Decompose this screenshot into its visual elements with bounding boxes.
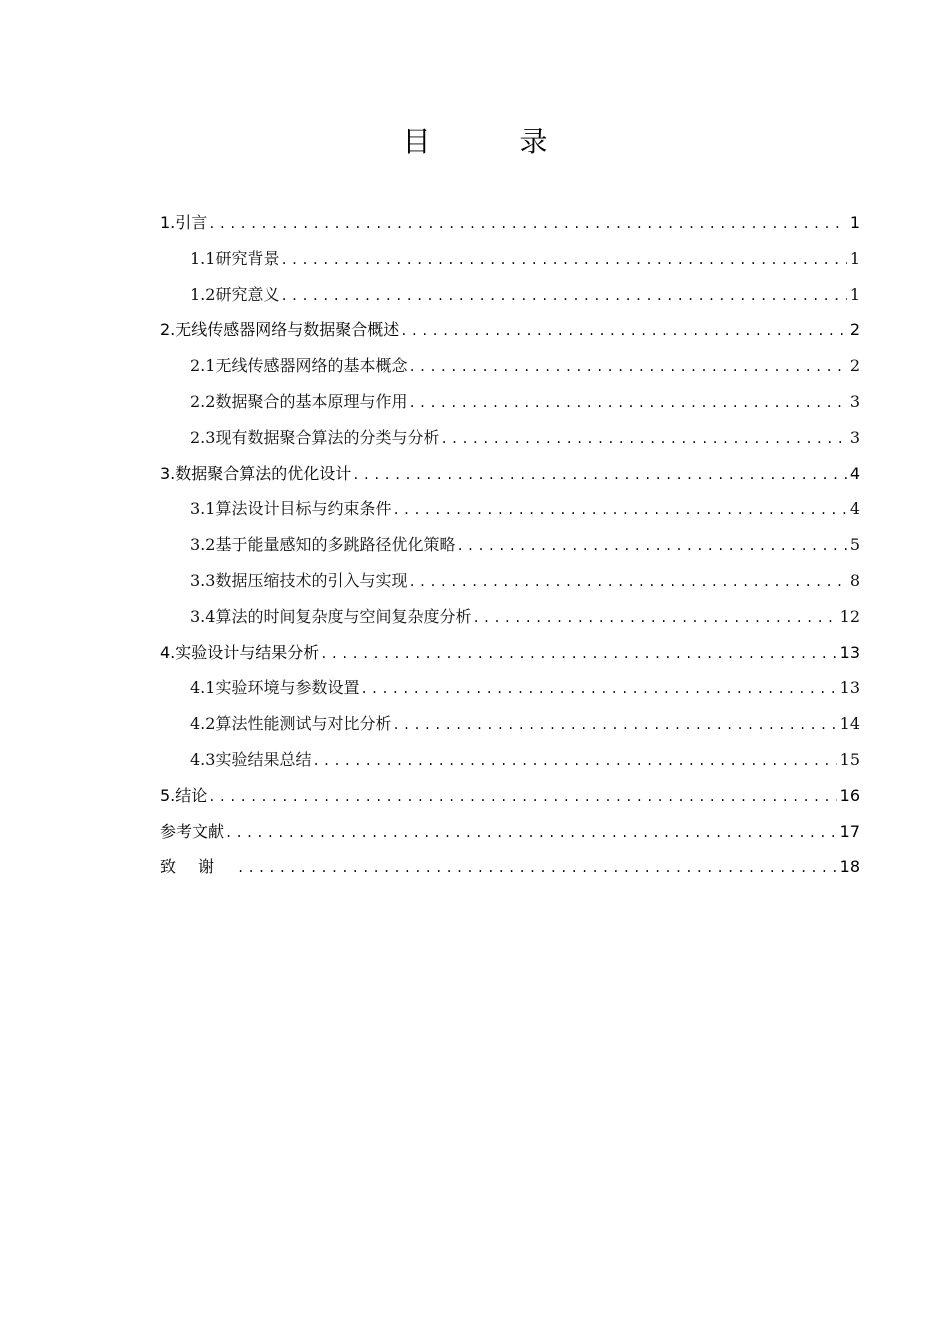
toc-entry-page: 2 xyxy=(849,356,860,376)
dot-leader xyxy=(360,672,836,708)
toc-entry-page: 13 xyxy=(839,642,860,662)
toc-entry-label: 结论 xyxy=(175,785,208,805)
toc-entry[interactable] xyxy=(160,348,860,384)
toc-entry-label: 算法的时间复杂度与空间复杂度分析 xyxy=(215,606,472,626)
toc-entry[interactable] xyxy=(160,670,860,706)
toc-entry-label: 实验结果总结 xyxy=(215,749,312,769)
toc-entry-number: 3. xyxy=(160,463,176,483)
toc-entry-label: 基于能量感知的多跳路径优化策略 xyxy=(215,535,456,555)
dot-leader xyxy=(208,780,836,816)
toc-entry-number: 2. xyxy=(160,320,176,340)
dot-leader xyxy=(456,529,846,565)
toc-entry-label: 研究意义 xyxy=(215,284,280,304)
toc-entry[interactable] xyxy=(160,742,860,778)
toc-entry[interactable] xyxy=(160,599,860,635)
toc-entry-page: 8 xyxy=(849,570,860,590)
dot-leader xyxy=(208,207,847,243)
toc-entry-label: 无线传感器网络的基本概念 xyxy=(215,356,408,376)
toc-entry-label: 实验设计与结果分析 xyxy=(175,642,320,662)
dot-leader xyxy=(280,279,846,315)
toc-entry[interactable] xyxy=(160,635,860,671)
toc-entry-number: 4. xyxy=(160,642,176,662)
toc-entry-number: 1.1 xyxy=(190,248,216,268)
toc-entry-number: 3.4 xyxy=(190,606,216,626)
toc-entry-label: 无线传感器网络与数据聚合概述 xyxy=(175,320,400,340)
toc-entry-label: 算法设计目标与约束条件 xyxy=(215,499,392,519)
toc-entry-number: 4.1 xyxy=(190,678,216,698)
toc-entry-page: 17 xyxy=(839,821,860,841)
dot-leader xyxy=(408,386,846,422)
toc-entry-label: 致谢 xyxy=(160,857,237,877)
dot-leader xyxy=(408,565,846,601)
toc-entry-label: 实验环境与参数设置 xyxy=(215,678,360,698)
toc-entry-label: 数据聚合的基本原理与作用 xyxy=(215,391,408,411)
toc-entry[interactable] xyxy=(160,205,860,241)
dot-leader xyxy=(400,314,847,350)
toc-entry[interactable] xyxy=(160,277,860,313)
toc-entry-acknowledgements[interactable] xyxy=(160,849,860,885)
toc-entry-number: 5. xyxy=(160,785,176,805)
toc-entry-label: 算法性能测试与对比分析 xyxy=(215,714,392,734)
toc-entry-number: 3.3 xyxy=(190,570,216,590)
toc-entry[interactable] xyxy=(160,456,860,492)
dot-leader xyxy=(225,816,837,852)
toc-entry-label: 数据压缩技术的引入与实现 xyxy=(215,570,408,590)
toc-entry-page: 13 xyxy=(839,678,860,698)
toc-entry-page: 18 xyxy=(839,857,860,877)
dot-leader xyxy=(280,243,846,279)
dot-leader xyxy=(392,708,836,744)
toc-entry-number: 1. xyxy=(160,213,176,232)
toc-entry-references[interactable] xyxy=(160,814,860,850)
toc-entry-number: 2.1 xyxy=(190,356,216,376)
dot-leader xyxy=(440,422,846,458)
toc-entry-label: 参考文献 xyxy=(160,821,225,841)
toc-entry[interactable] xyxy=(160,384,860,420)
toc-entry-number: 2.2 xyxy=(190,391,216,411)
toc-entry[interactable] xyxy=(160,527,860,563)
toc-entry-page: 1 xyxy=(849,284,860,304)
toc-entry[interactable] xyxy=(160,420,860,456)
toc-entry-page: 15 xyxy=(839,749,860,769)
toc-entry-page: 1 xyxy=(849,248,860,268)
dot-leader xyxy=(320,637,836,673)
toc-entry[interactable] xyxy=(160,312,860,348)
toc-entry-number: 2.3 xyxy=(190,427,216,447)
dot-leader xyxy=(312,744,836,780)
toc-entry-page: 14 xyxy=(839,714,860,734)
page-title: 目 录 xyxy=(402,125,588,158)
toc-entry-page: 4 xyxy=(849,499,860,519)
dot-leader xyxy=(472,601,836,637)
toc-entry-label: 现有数据聚合算法的分类与分析 xyxy=(215,427,440,447)
toc-entry-label: 研究背景 xyxy=(215,248,280,268)
toc-entry-number: 1.2 xyxy=(190,284,216,304)
dot-leader xyxy=(408,350,846,386)
toc-entry[interactable] xyxy=(160,491,860,527)
toc-entry-page: 5 xyxy=(849,535,860,555)
dot-leader xyxy=(392,493,846,529)
toc-entry-number: 3.1 xyxy=(190,499,216,519)
toc-entry[interactable] xyxy=(160,778,860,814)
toc-entry-number: 4.3 xyxy=(190,749,216,769)
toc-entry-page: 12 xyxy=(839,606,860,626)
toc-entry-page: 3 xyxy=(849,391,860,411)
dot-leader xyxy=(352,458,847,494)
toc-entry-page: 3 xyxy=(849,427,860,447)
toc-entry-label: 数据聚合算法的优化设计 xyxy=(175,463,352,483)
toc-entry-page: 1 xyxy=(849,213,860,232)
toc-entry-page: 4 xyxy=(849,463,860,483)
toc-entry-label: 引言 xyxy=(175,213,208,232)
dot-leader xyxy=(237,851,837,887)
toc-entry[interactable] xyxy=(160,563,860,599)
toc-entry-number: 3.2 xyxy=(190,535,216,555)
toc-entry[interactable] xyxy=(160,706,860,742)
table-of-contents xyxy=(160,205,860,885)
toc-entry-page: 16 xyxy=(839,785,860,805)
toc-entry[interactable] xyxy=(160,241,860,277)
toc-entry-number: 4.2 xyxy=(190,714,216,734)
toc-entry-page: 2 xyxy=(849,320,860,340)
